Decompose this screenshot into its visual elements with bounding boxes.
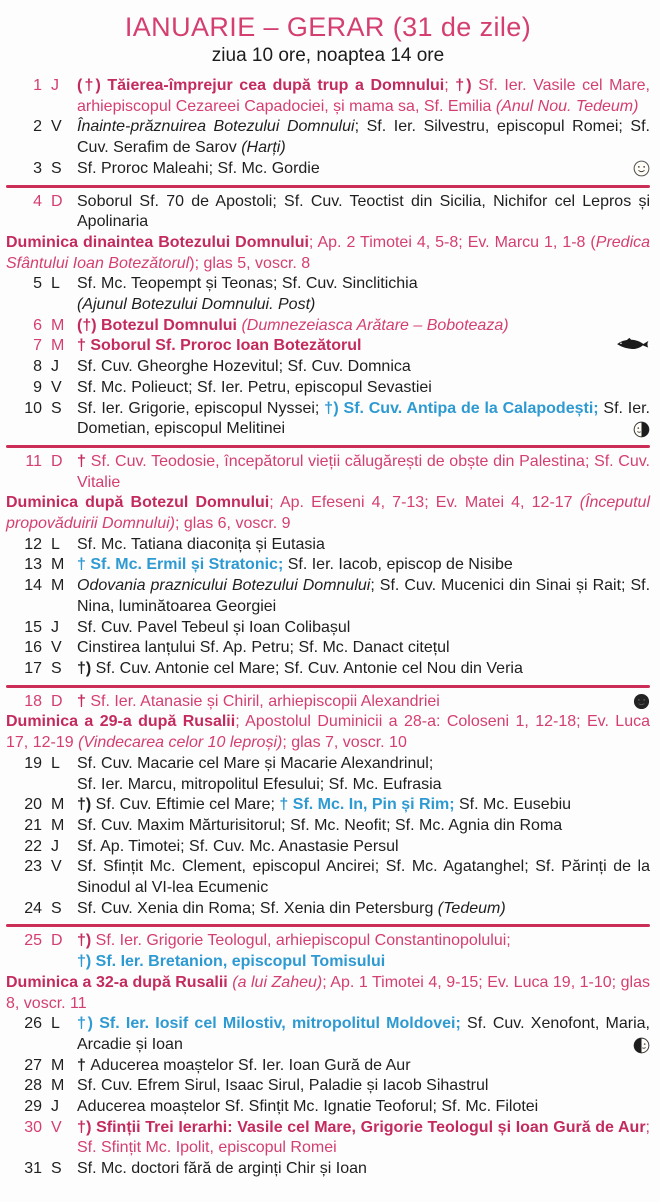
text-segment: †) Sf. Ier. Iosif cel Milostiv, mitropolitul Moldovei;	[77, 1015, 461, 1033]
last-quarter-moon-icon	[633, 421, 650, 438]
text-segment: Aducerea moaștelor Sf. Ier. Ioan Gură de Aur	[90, 1056, 411, 1074]
day-letter: L	[51, 754, 60, 772]
text-segment: ; glas 7, voscr. 10	[282, 734, 407, 752]
day-text	[77, 192, 650, 233]
text-segment: Sf. Cuv. Macarie cel Mare și Macarie Alexandrinul;	[77, 754, 434, 772]
day-letter: D	[51, 192, 63, 210]
day-text	[77, 274, 650, 315]
text-segment: Aducerea moaștelor Sf. Sfințit Mc. Ignatie Teoforul; Sf. Mc. Filotei	[77, 1098, 539, 1116]
text-segment: Sf. Ap. Timotei; Sf. Cuv. Mc. Anastasie Persul	[77, 837, 399, 855]
day-number: 3	[33, 159, 42, 177]
calendar-day-row	[6, 816, 650, 837]
text-segment: (Dumnezeiasca Arătare – Boboteaza)	[241, 316, 509, 334]
text-segment: ; Apostolul Duminicii a 28-a: Coloseni 1, 12-18; Ev. Luca 17, 12-19	[6, 713, 650, 752]
day-number: 8	[33, 358, 42, 376]
text-segment: ; Sf. Ier. Silvestru, episcopul Romei; Sf. Cuv. Serafim de Sarov	[77, 118, 650, 157]
day-letter: J	[51, 77, 59, 94]
day-text	[77, 754, 650, 795]
day-text	[77, 535, 650, 556]
day-number: 16	[24, 639, 42, 657]
day-number: 10	[24, 399, 42, 417]
day-text	[77, 555, 650, 576]
calendar-day-row	[6, 378, 650, 399]
day-number: 21	[24, 816, 42, 834]
calendar-day-row	[6, 535, 650, 556]
calendar-day-row	[6, 76, 650, 117]
sunday-heading	[6, 493, 650, 534]
text-segment: Sf. Mc. Tatiana diaconița și Eutasia	[77, 535, 325, 553]
fish-icon	[614, 337, 650, 351]
text-segment: Duminica după Botezul Domnului	[6, 494, 270, 512]
day-text	[77, 816, 650, 837]
calendar-day-row	[6, 159, 650, 180]
text-segment: (†) Botezul Domnului	[77, 316, 242, 334]
calendar-day-row	[6, 357, 650, 378]
calendar-day-row	[6, 316, 650, 337]
sunday-heading	[6, 233, 650, 274]
day-text	[77, 795, 650, 816]
text-segment: Sf. Ier. Iacob, episcop de Nisibe	[283, 556, 513, 574]
day-letter: S	[51, 399, 62, 417]
calendar-day-row	[6, 117, 650, 158]
day-number: 4	[33, 192, 42, 210]
day-text	[77, 159, 650, 180]
text-segment: Sf. Sfințit Mc. Clement, episcopul Ancirei; Sf. Mc. Agatanghel; Sf. Părinți de la Sinodul al VI-lea Ecumenic	[77, 858, 650, 897]
day-number: 23	[24, 858, 42, 876]
text-segment: Sf. Cuv. Eftimie cel Mare;	[95, 796, 280, 814]
day-letter: S	[51, 899, 62, 917]
day-letter: V	[51, 858, 62, 876]
text-segment: Sf. Ier. Marcu, mitropolitul Efesului; Sf. Mc. Eufrasia	[77, 775, 442, 793]
page-subtitle: ziua 10 ore, noaptea 14 ore	[211, 45, 445, 66]
day-number: 1	[33, 77, 42, 94]
day-letter: L	[51, 1015, 60, 1033]
day-number: 28	[24, 1077, 42, 1095]
day-letter: J	[51, 1098, 59, 1116]
text-segment: ; Ap. 2 Timotei 4, 5-8; Ev. Marcu 1, 1-8 (	[308, 233, 596, 251]
calendar-day-row	[6, 795, 650, 816]
day-letter: L	[51, 535, 60, 553]
calendar-day-row	[6, 659, 650, 680]
calendar-day-row	[6, 931, 650, 972]
day-letter: L	[51, 275, 60, 293]
day-letter: D	[51, 452, 63, 470]
text-segment: Sf. Cuv. Pavel Tebeul și Ioan Colibașul	[77, 618, 351, 636]
text-segment: †)	[455, 77, 479, 94]
calendar-day-row	[6, 1159, 650, 1180]
text-segment: (Anul Nou. Tedeum)	[495, 97, 639, 115]
day-letter: D	[51, 932, 63, 950]
day-text	[77, 931, 650, 972]
text-segment: Înainte-prăznuirea Botezului Domnului	[77, 118, 355, 136]
text-segment: Sf. Cuv. Xenia din Roma; Sf. Xenia din Petersburg	[77, 899, 438, 917]
text-segment: (a lui Zaheu)	[232, 973, 323, 991]
text-segment: Sf. Ier. Grigorie Teologul, arhiepiscopul Constantinopolului;	[95, 932, 511, 950]
day-letter: M	[51, 316, 65, 334]
calendar-list	[6, 76, 650, 1180]
calendar-day-row	[6, 857, 650, 898]
text-segment: †)	[77, 659, 96, 677]
text-segment: ; Ap. Efeseni 4, 7-13; Ev. Matei 4, 12-17	[269, 494, 580, 512]
day-letter: M	[51, 796, 65, 814]
text-segment: ; Sf. Cuv. Mucenici din Sinai și Rait; Sf. Nina, luminătoarea Georgiei	[77, 577, 651, 615]
section-divider	[6, 445, 650, 448]
text-segment: ;	[444, 77, 456, 94]
text-segment: †) Sf. Cuv. Antipa de la Calapodești;	[324, 399, 599, 417]
day-number: 19	[24, 754, 42, 772]
page-title: IANUARIE – GERAR (31 de zile)	[124, 12, 532, 42]
text-segment: (Harți)	[241, 139, 286, 157]
calendar-day-row	[6, 754, 650, 795]
day-text	[77, 117, 650, 158]
text-segment: Cinstirea lanțului Sf. Ap. Petru; Sf. Mc. Danact citețul	[77, 639, 450, 657]
text-segment: † Sf. Mc. Ermil și Stratonic;	[77, 556, 284, 574]
day-number: 22	[24, 837, 42, 855]
text-segment: Duminica dinaintea Botezului Domnului	[6, 233, 309, 251]
text-segment: Sf. Cuv. Maxim Mărturisitorul; Sf. Mc. Neofit; Sf. Mc. Agnia din Roma	[77, 816, 563, 834]
text-segment: Sf. Mc. Teopempt și Teonas; Sf. Cuv. Sinclitichia	[77, 275, 418, 293]
day-letter: D	[51, 692, 63, 710]
text-segment: Soborul Sf. 70 de Apostoli; Sf. Cuv. Teoctist din Sicilia, Nichifor cel Lepros și Apolinaria	[77, 192, 650, 231]
day-number: 17	[24, 659, 42, 677]
text-segment: †)	[77, 932, 96, 950]
calendar-day-row	[6, 1097, 650, 1118]
text-segment: †) Sf. Ier. Bretanion, episcopul Tomisului	[77, 953, 386, 971]
text-segment: Sf. Cuv. Efrem Sirul, Isaac Sirul, Paladie și Iacob Sihastrul	[77, 1077, 489, 1095]
calendar-day-row	[6, 1076, 650, 1097]
text-segment: Sf. Ier. Dometian, episcopul Melitinei	[77, 399, 650, 438]
text-segment: Duminica a 29-a după Rusalii	[6, 713, 236, 731]
text-segment: Sf. Cuv. Teodosie, începătorul vieții călugărești de obște din Palestina; Sf. Cuv. Vitalie	[77, 452, 651, 491]
calendar-day-row	[6, 555, 650, 576]
text-segment: ; glas 6, voscr. 9	[174, 515, 291, 533]
day-text	[77, 1097, 650, 1118]
day-letter: M	[51, 556, 65, 574]
day-letter: V	[51, 118, 62, 136]
day-text	[77, 659, 650, 680]
first-quarter-moon-icon	[633, 1037, 650, 1054]
calendar-day-row	[6, 638, 650, 659]
day-text	[77, 1118, 650, 1159]
day-text	[77, 399, 650, 440]
day-letter: V	[51, 378, 62, 396]
day-number: 11	[25, 452, 42, 470]
calendar-day-row	[6, 192, 650, 233]
full-moon-icon	[633, 160, 650, 177]
text-segment: Sf. Cuv. Gheorghe Hozevitul; Sf. Cuv. Domnica	[77, 358, 411, 376]
text-segment: Predica Sfântului Ioan Botezătorul	[6, 233, 651, 272]
day-letter: V	[51, 1118, 62, 1136]
day-number: 12	[24, 535, 42, 553]
text-segment: Sf. Mc. Eusebiu	[454, 796, 572, 814]
day-text	[77, 76, 650, 117]
calendar-day-row	[6, 576, 650, 617]
text-segment: Sf. Cuv. Antonie cel Mare; Sf. Cuv. Antonie cel Nou din Veria	[95, 659, 523, 677]
text-segment: Sf. Mc. Polieuct; Sf. Ier. Petru, episcopul Sevastiei	[77, 378, 432, 396]
text-segment: (Tedeum)	[437, 899, 506, 917]
text-segment: Sf. Ier. Grigorie, episcopul Nyssei;	[77, 399, 325, 417]
text-segment: †) Sfinții Trei Ierarhi: Vasile cel Mare, Grigorie Teologul și Ioan Gură de Aur	[77, 1118, 646, 1136]
text-segment: Sf. Cuv. Xenofont, Maria, Arcadie și Ioan	[77, 1015, 650, 1053]
text-segment: † Sf. Mc. In, Pin și Rim;	[279, 796, 455, 814]
day-letter: J	[51, 837, 59, 855]
day-text	[77, 1159, 650, 1180]
day-number: 25	[24, 932, 42, 950]
text-segment: †)	[77, 796, 96, 814]
section-divider	[6, 924, 650, 927]
calendar-day-row	[6, 274, 650, 315]
text-segment: † Soborul Sf. Proroc Ioan Botezătorul	[77, 337, 362, 355]
calendar-day-row	[6, 399, 650, 440]
section-divider	[6, 185, 650, 188]
calendar-day-row	[6, 692, 650, 713]
calendar-day-row	[6, 899, 650, 920]
text-segment: ; Sf. Sfințit Mc. Ipolit, episcopul Romei	[77, 1118, 650, 1157]
day-number: 27	[24, 1056, 42, 1074]
day-letter: J	[51, 618, 59, 636]
day-text	[77, 357, 650, 378]
text-segment: (†) Tăierea-împrejur cea după trup a Domnului	[77, 77, 445, 94]
sunday-heading	[6, 973, 650, 1014]
day-letter: J	[51, 358, 59, 376]
text-segment: (Vindecarea celor 10 leproși)	[78, 734, 283, 752]
text-segment: (Ajunul Botezului Domnului. Post)	[77, 296, 316, 314]
day-number: 9	[33, 378, 42, 396]
day-text	[77, 576, 650, 617]
text-segment: Sf. Ier. Atanasie și Chiril, arhiepiscopii Alexandriei	[90, 692, 440, 710]
day-text	[77, 452, 650, 493]
day-number: 18	[24, 692, 42, 710]
day-number: 24	[24, 899, 42, 917]
text-segment: ; Ap. 1 Timotei 4, 9-15; Ev. Luca 19, 1-10; glas 8, voscr. 11	[6, 973, 650, 1012]
day-number: 7	[33, 337, 42, 355]
day-letter: M	[51, 337, 65, 355]
day-number: 14	[24, 577, 42, 595]
day-text	[77, 378, 650, 399]
calendar-day-row	[6, 1014, 650, 1055]
text-segment: Odovania praznicului Botezului Domnului	[77, 577, 371, 595]
day-text	[77, 837, 650, 858]
day-number: 2	[33, 118, 42, 136]
day-text	[77, 638, 650, 659]
calendar-day-row	[6, 1118, 650, 1159]
day-text	[77, 1076, 650, 1097]
text-segment: (Începutul propovăduirii Domnului)	[6, 494, 650, 533]
day-text	[77, 1014, 650, 1055]
day-letter: M	[51, 1056, 65, 1074]
day-number: 31	[24, 1160, 42, 1178]
calendar-day-row	[6, 837, 650, 858]
day-letter: M	[51, 1077, 65, 1095]
day-text	[77, 336, 650, 357]
day-number: 29	[24, 1098, 42, 1116]
calendar-day-row	[6, 1056, 650, 1077]
calendar-day-row	[6, 452, 650, 493]
text-segment: †	[77, 452, 91, 470]
day-text	[77, 899, 650, 920]
day-text	[77, 692, 650, 713]
day-number: 30	[24, 1118, 42, 1136]
calendar-day-row	[6, 618, 650, 639]
text-segment: ); glas 5, voscr. 8	[189, 254, 311, 272]
day-letter: M	[51, 816, 65, 834]
day-number: 13	[24, 556, 42, 574]
sunday-heading	[6, 712, 650, 753]
section-divider	[6, 685, 650, 688]
day-text	[77, 316, 650, 337]
day-text	[77, 618, 650, 639]
day-letter: V	[51, 639, 62, 657]
day-letter: S	[51, 159, 62, 177]
calendar-day-row	[6, 336, 650, 357]
text-segment: Sf. Proroc Maleahi; Sf. Mc. Gordie	[77, 159, 320, 177]
day-letter: S	[51, 659, 62, 677]
new-moon-icon	[633, 693, 650, 710]
day-text	[77, 857, 650, 898]
text-segment: Duminica a 32-a după Rusalii	[6, 973, 233, 991]
day-number: 5	[33, 275, 42, 293]
text-segment: Sf. Mc. doctori fără de arginți Chir și Ioan	[77, 1160, 367, 1178]
day-text	[77, 1056, 650, 1077]
text-segment: †	[77, 692, 91, 710]
text-segment: Sf. Ier. Vasile cel Mare, arhiepiscopul Cezareei Capadociei, și mama sa, Sf. Emilia	[77, 77, 651, 115]
day-letter: M	[51, 577, 65, 595]
day-number: 6	[33, 316, 42, 334]
day-number: 15	[24, 618, 42, 636]
text-segment: †	[77, 1056, 91, 1074]
day-number: 26	[24, 1015, 42, 1033]
day-number: 20	[24, 796, 42, 814]
day-letter: S	[51, 1160, 62, 1178]
